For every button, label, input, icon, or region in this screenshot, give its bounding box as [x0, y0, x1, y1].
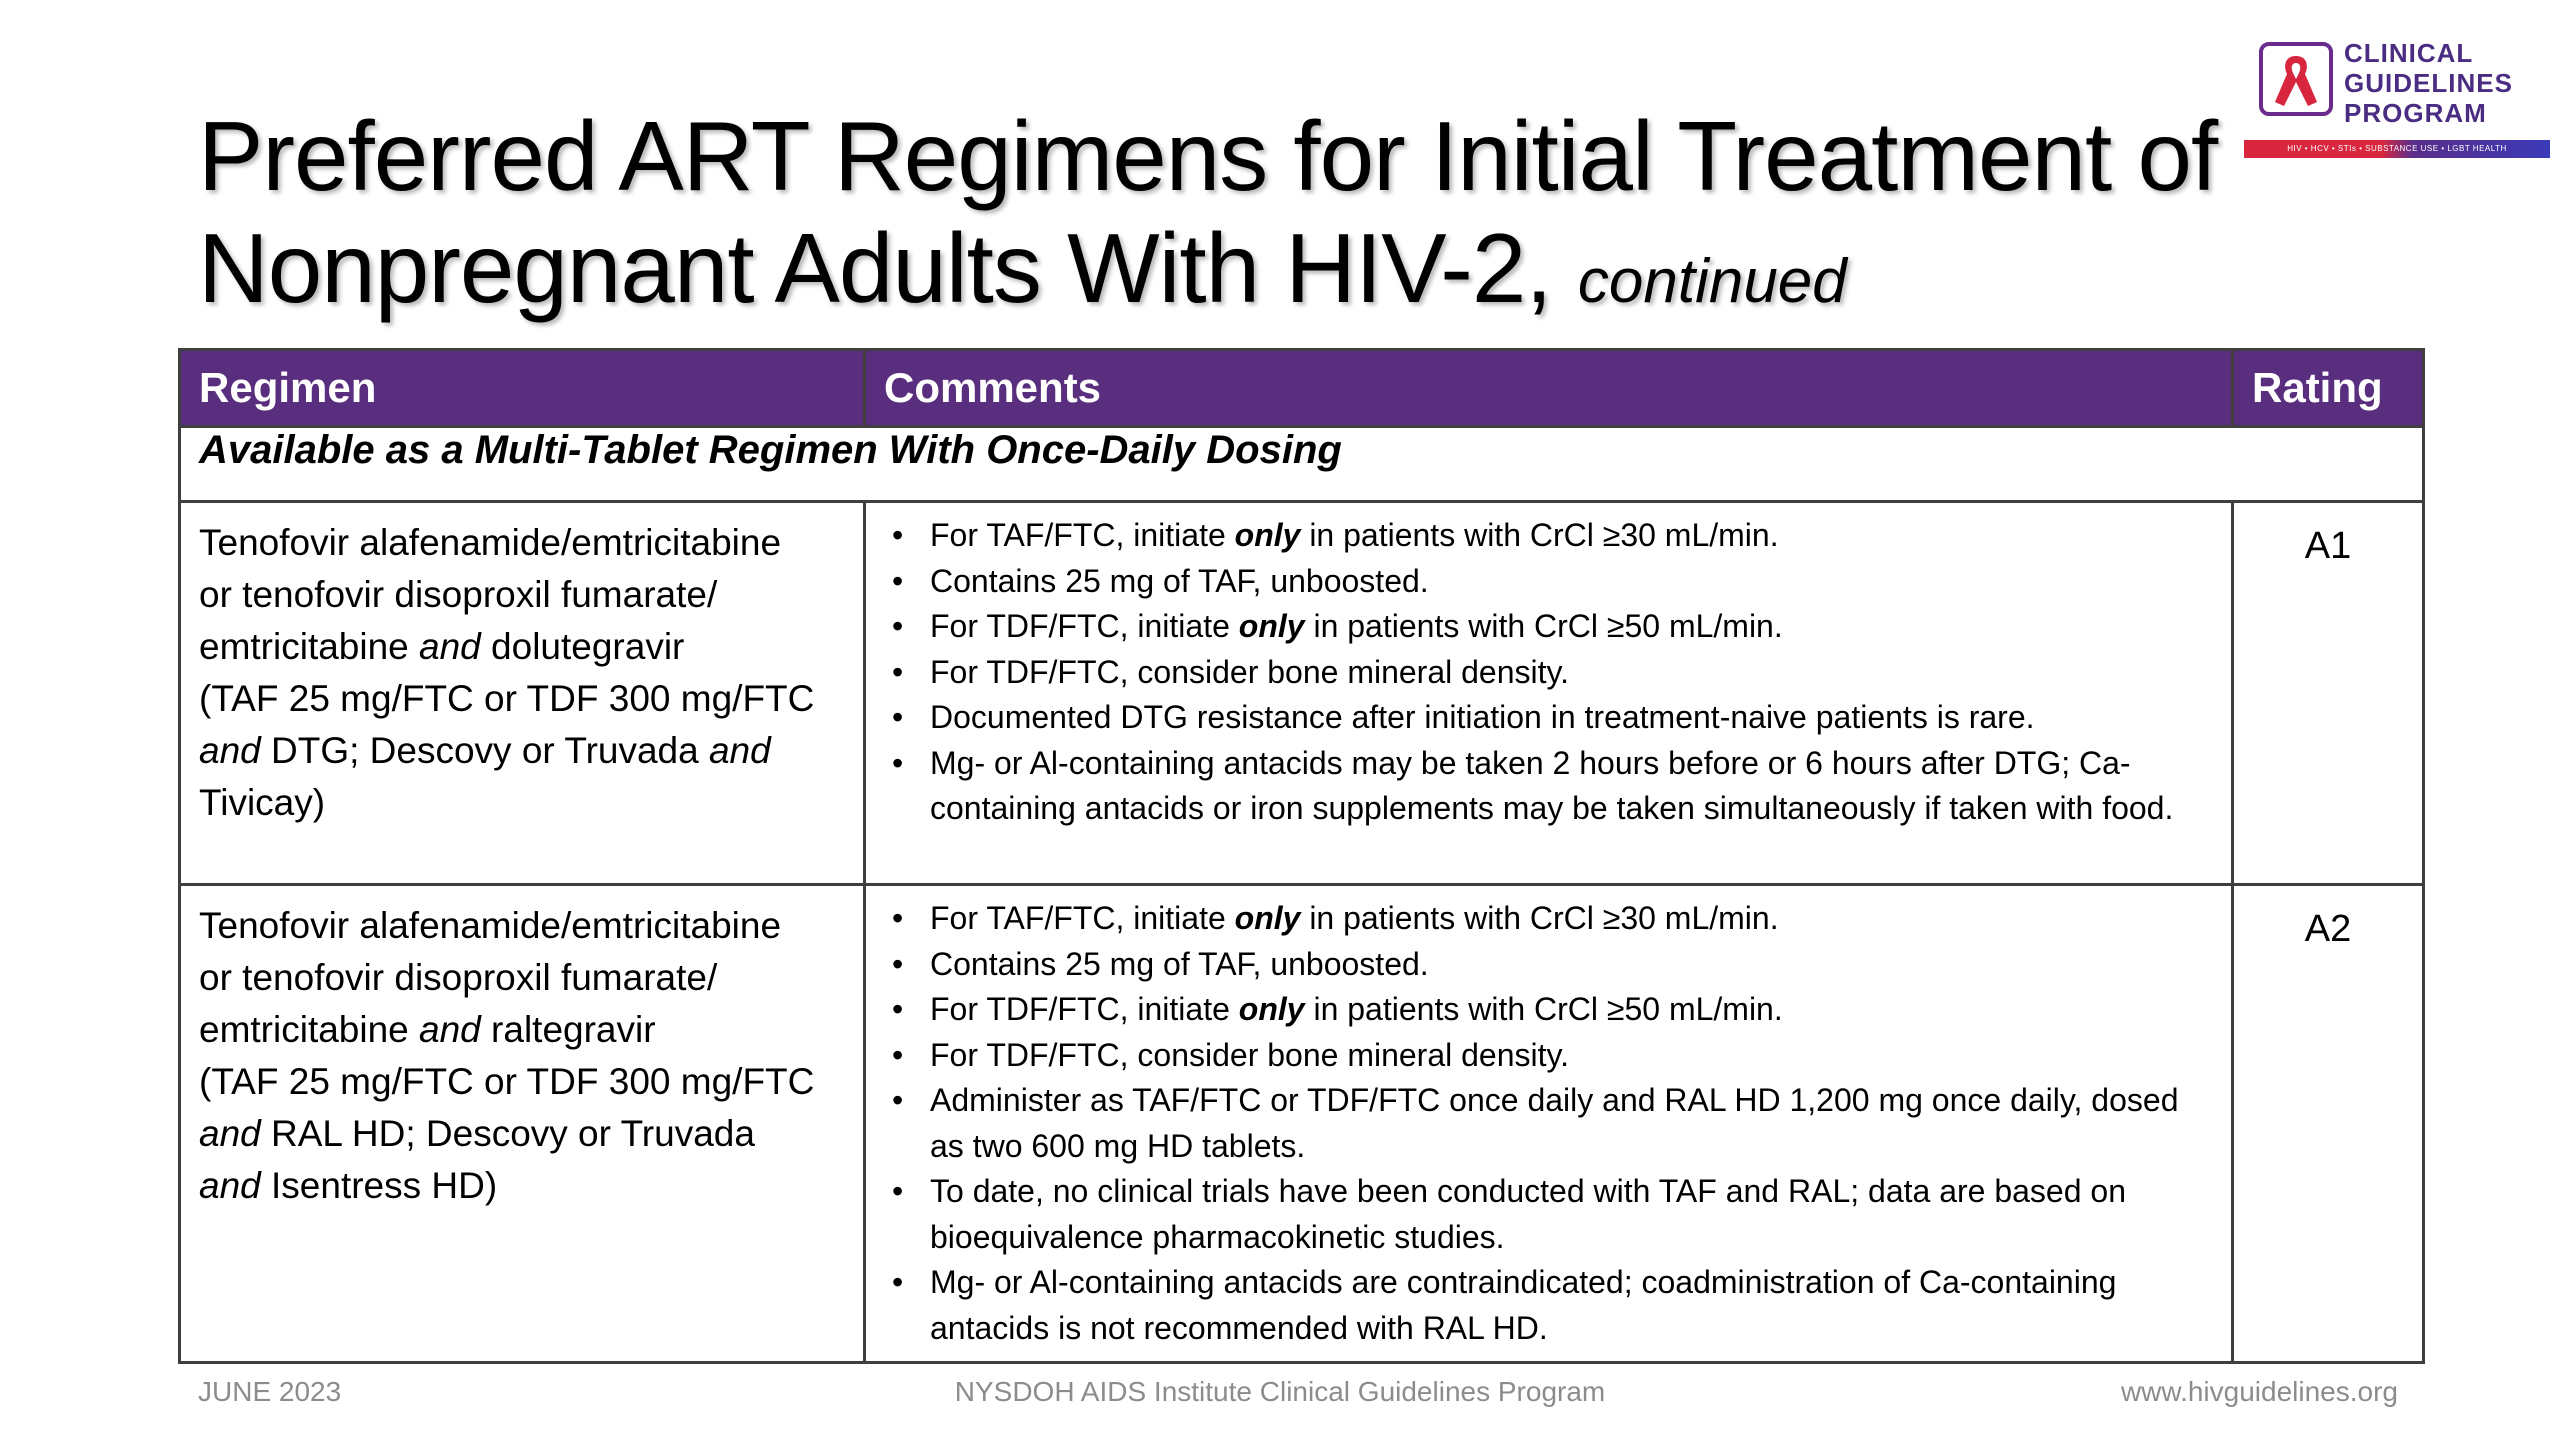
regimen-cell [180, 502, 865, 885]
header-regimen: Regimen [180, 350, 865, 427]
title-line-2-text: Nonpregnant Adults With HIV-2, [198, 213, 1552, 323]
comment-item: • To date, no clinical trials have been conducted with TAF and RAL; data are based on bioequivalence pharmacokinetic studies. [884, 1169, 2213, 1260]
italic-text: and [708, 730, 771, 771]
regimen-cell [180, 885, 865, 1363]
section-title: Available as a Multi-Tablet Regimen With Once-Daily Dosing [180, 427, 2424, 502]
emphasis-text: only [1238, 991, 1305, 1027]
regimen-line: Tenofovir alafenamide/emtricitabine [199, 905, 782, 946]
italic-text: and [199, 730, 261, 771]
italic-text: and [419, 626, 481, 667]
footer-date: JUNE 2023 [198, 1376, 342, 1407]
comments-cell [865, 502, 2233, 885]
regimen-line: or tenofovir disoproxil fumarate/ [199, 957, 718, 998]
logo-line-1: CLINICAL [2344, 38, 2474, 68]
comment-item: • For TDF/FTC, consider bone mineral density. [884, 1033, 2213, 1079]
regimen-line: and Isentress HD) [199, 1165, 498, 1206]
regimen-line: Tenofovir alafenamide/emtricitabine [199, 522, 782, 563]
title-continued: continued [1577, 247, 1847, 316]
regimen-line: (TAF 25 mg/FTC or TDF 300 mg/FTC [199, 678, 815, 719]
regimen-line: (TAF 25 mg/FTC or TDF 300 mg/FTC [199, 1061, 815, 1102]
table-row [180, 885, 2424, 1363]
header-rating: Rating [2233, 350, 2424, 427]
comment-item: • Administer as TAF/FTC or TDF/FTC once daily and RAL HD 1,200 mg once daily, dosed as two 600 mg HD tablets. [884, 1078, 2213, 1169]
regimen-line: emtricitabine and dolutegravir [199, 626, 685, 667]
logo-tagline: HIV • HCV • STIs • SUBSTANCE USE • LGBT HEALTH [2244, 140, 2550, 158]
comment-item: • For TAF/FTC, initiate only in patients with CrCl ≥30 mL/min. [884, 896, 2213, 942]
comment-item: • For TDF/FTC, consider bone mineral density. [884, 650, 2213, 696]
emphasis-text: only [1238, 608, 1305, 644]
italic-text: and [199, 1165, 261, 1206]
header-comments: Comments [865, 350, 2233, 427]
section-row [180, 427, 2424, 502]
emphasis-text: only [1234, 517, 1301, 553]
regimen-line: and DTG; Descovy or Truvada and [199, 730, 771, 771]
logo-line-2: GUIDELINES [2344, 68, 2513, 98]
rating-cell: A2 [2233, 885, 2424, 1363]
regimen-line: or tenofovir disoproxil fumarate/ [199, 574, 718, 615]
footer-program: NYSDOH AIDS Institute Clinical Guidelines Program [954, 1376, 1606, 1407]
comment-item: • For TAF/FTC, initiate only in patients with CrCl ≥30 mL/min. [884, 513, 2213, 559]
table-header-row [180, 350, 2424, 427]
comment-item: • Contains 25 mg of TAF, unboosted. [884, 942, 2213, 988]
comment-item: • Documented DTG resistance after initiation in treatment-naive patients is rare. [884, 695, 2213, 741]
logo-line-3: PROGRAM [2344, 98, 2487, 128]
table-row [180, 502, 2424, 885]
italic-text: and [199, 1113, 261, 1154]
regimen-line: emtricitabine and raltegravir [199, 1009, 656, 1050]
emphasis-text: only [1234, 900, 1301, 936]
footer-url: www.hivguidelines.org [2120, 1376, 2398, 1407]
comment-item: • Contains 25 mg of TAF, unboosted. [884, 559, 2213, 605]
title-line-2 [198, 212, 2228, 338]
ribbon-icon [2259, 42, 2333, 116]
regimen-line: and RAL HD; Descovy or Truvada [199, 1113, 755, 1154]
rating-cell: A1 [2233, 502, 2424, 885]
comment-item: • Mg- or Al-containing antacids are contraindicated; coadministration of Ca-containing antacids is not recommended with RAL HD. [884, 1260, 2213, 1351]
clinical-guidelines-logo [2244, 36, 2550, 166]
comments-list [884, 896, 2213, 1351]
italic-text: and [419, 1009, 481, 1050]
comment-item: • For TDF/FTC, initiate only in patients with CrCl ≥50 mL/min. [884, 987, 2213, 1033]
regimens-table [178, 348, 2425, 1364]
regimen-line: Tivicay) [199, 782, 326, 823]
comment-item: • Mg- or Al-containing antacids may be taken 2 hours before or 6 hours after DTG; Ca-containing antacids or iron supplements may be taken simultaneously if taken with food. [884, 741, 2213, 832]
comments-cell [865, 885, 2233, 1363]
title-line-1: Preferred ART Regimens for Initial Treatment of [198, 101, 2218, 211]
slide-title [198, 100, 2228, 338]
comment-item: • For TDF/FTC, initiate only in patients with CrCl ≥50 mL/min. [884, 604, 2213, 650]
comments-list [884, 513, 2213, 832]
